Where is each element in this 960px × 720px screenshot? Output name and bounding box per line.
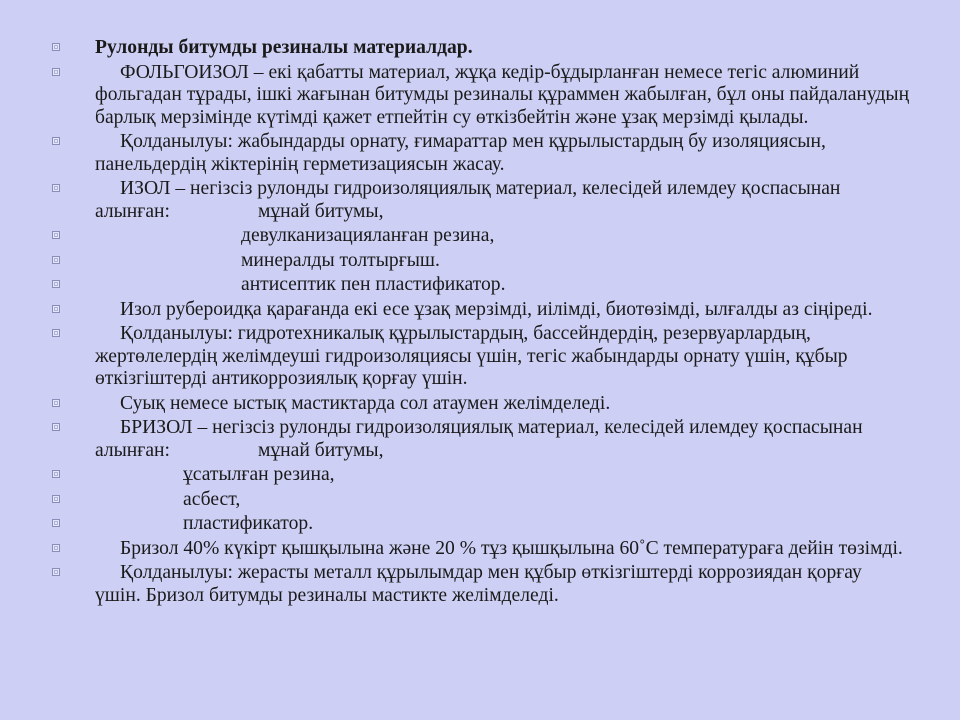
square-bullet-icon	[52, 43, 60, 51]
bullet-item	[52, 464, 912, 487]
bullet-item	[52, 489, 912, 512]
paragraph-lead: БРИЗОЛ – негізсіз рулонды гидроизоляциялық материал, келесідей илемдеу қоспасынан алынған:	[95, 417, 863, 461]
bullet-item	[52, 513, 912, 536]
slide-body	[52, 37, 912, 609]
bullet-item	[52, 62, 912, 130]
paragraph-text: ФОЛЬГОИЗОЛ – екі қабатты материал, жұқа кедір-бұдырланған немесе тегіс алюминий фольгадан тұрады, ішкі жағынан битумды резиналы құраммен жабылған, бұл оны пайдаланудың барлық мерзімінде күтімді қажет етпейтін су өткізбейтін және ұзақ мерзімді қылады.	[95, 61, 910, 128]
list-entry: асбест,	[183, 488, 241, 510]
paragraph-text: Суық немесе ыстық мастиктарда сол атаумен желімделеді.	[120, 392, 611, 414]
square-bullet-icon	[52, 399, 60, 407]
bullet-item	[52, 538, 912, 561]
list-entry: минералды толтырғыш.	[241, 249, 440, 271]
bullet-item	[52, 323, 912, 391]
paragraph-text: Қолданылуы: жабындарды орнату, ғимараттар мен құрылыстардың бу изоляциясын, панельдердің жіктерінің герметизациясын жасау.	[95, 131, 826, 175]
bullet-item	[52, 225, 912, 248]
paragraph-text: Қолданылуы: жерасты металл құрылымдар мен құбыр өткізгіштерді коррозиядан қорғау үшін. Бризол битумды резиналы мастикте желімделеді.	[95, 562, 862, 606]
section-heading: Рулонды битумды резиналы материалдар.	[95, 37, 473, 58]
square-bullet-icon	[52, 470, 60, 478]
paragraph-lead: ИЗОЛ – негізсіз рулонды гидроизоляциялық материал, келесідей илемдеу қоспасынан алынған:	[95, 178, 841, 222]
square-bullet-icon	[52, 423, 60, 431]
list-entry: антисептик пен пластификатор.	[241, 274, 506, 295]
square-bullet-icon	[52, 137, 60, 145]
bullet-item	[52, 250, 912, 273]
bullet-item	[52, 274, 912, 297]
bullet-item	[52, 131, 912, 176]
square-bullet-icon	[52, 280, 60, 288]
paragraph-text: Изол рубероидқа қарағанда екі есе ұзақ мерзімді, иілімді, биотөзімді, ылғалды аз сіңіреді.	[120, 298, 873, 320]
square-bullet-icon	[52, 519, 60, 527]
square-bullet-icon	[52, 544, 60, 552]
square-bullet-icon	[52, 329, 60, 337]
square-bullet-icon	[52, 568, 60, 576]
bullet-item	[52, 393, 912, 416]
bullet-item	[52, 299, 912, 322]
list-entry: мұнай битумы,	[257, 200, 384, 222]
list-entry: девулканизацияланған резина,	[241, 225, 495, 246]
paragraph-text: Қолданылуы: гидротехникалық құрылыстардың, бассейндердің, резервуарлардың, жертөлелердің желімдеуші гидроизоляциясы үшін, тегіс жабындарды орнату үшін, құбыр өткізгіштерді антикоррозиялық қорғау үшін.	[95, 323, 848, 389]
square-bullet-icon	[52, 184, 60, 192]
square-bullet-icon	[52, 231, 60, 239]
bullet-item	[52, 37, 912, 60]
bullet-item	[52, 417, 912, 462]
bullet-item	[52, 562, 912, 607]
square-bullet-icon	[52, 305, 60, 313]
square-bullet-icon	[52, 495, 60, 503]
paragraph-text	[95, 417, 912, 462]
list-entry: мұнай битумы,	[257, 439, 384, 461]
bullet-item	[52, 178, 912, 223]
list-entry: пластификатор.	[183, 513, 314, 534]
square-bullet-icon	[52, 68, 60, 76]
square-bullet-icon	[52, 256, 60, 264]
paragraph-text	[95, 178, 912, 223]
paragraph-text: Бризол 40% күкірт қышқылына және 20 % тұз қышқылына 60˚С температураға дейін төзімді.	[120, 537, 903, 559]
list-entry: ұсатылған резина,	[183, 464, 335, 485]
